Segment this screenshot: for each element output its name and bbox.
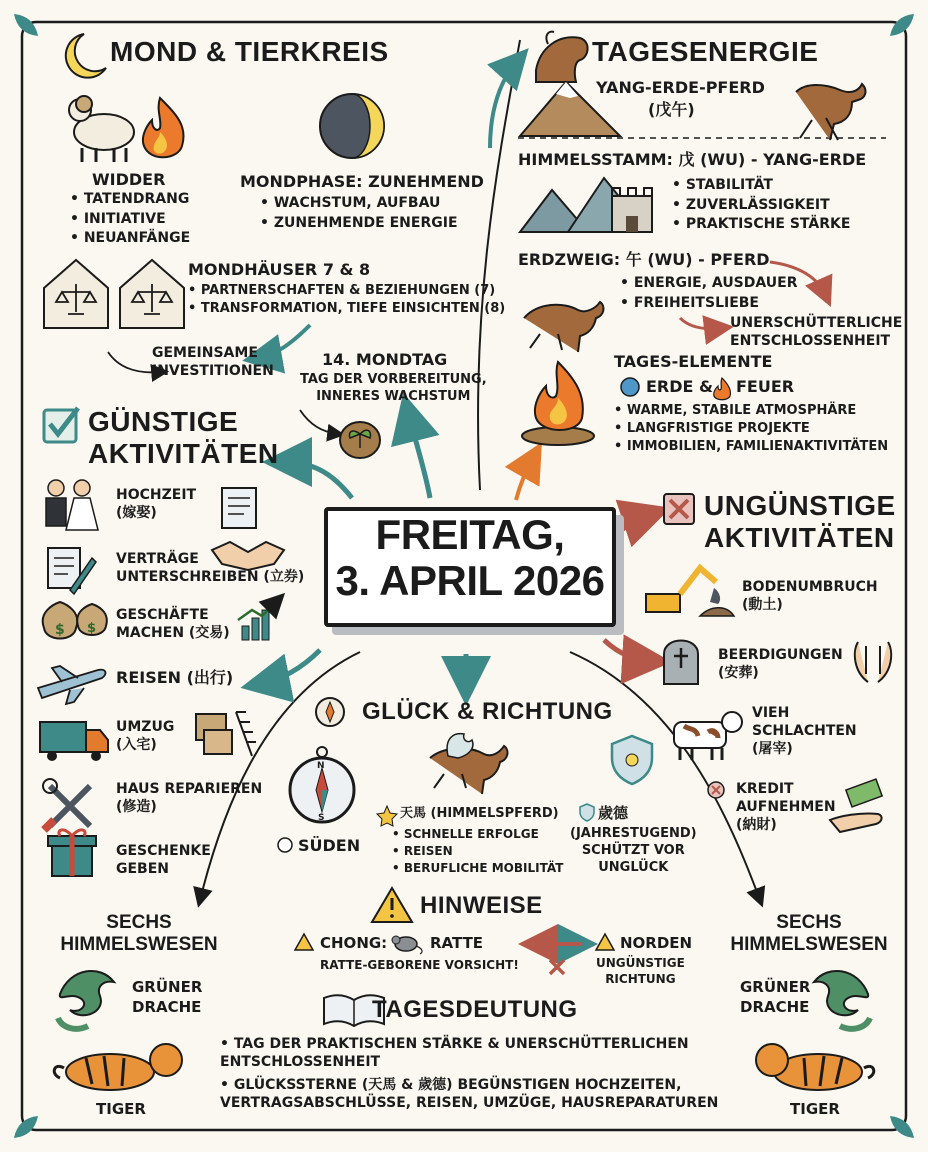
gravestone-icon [664, 641, 698, 685]
gift-icon [48, 830, 96, 876]
branch-list [620, 274, 798, 313]
connector-arrow [604, 640, 652, 661]
connector-arrow [260, 650, 320, 684]
connector-arrow [282, 462, 352, 498]
south-arrow-icon [278, 838, 292, 852]
elements-title: TAGES-ELEMENTE [614, 352, 773, 371]
unfavorable-item-slaughter: VIEH SCHLACHTEN (屠宰) [752, 705, 857, 758]
center-date-weekday: FREITAG, [375, 511, 565, 558]
list-item: • WARME, STABILE ATMOSPHÄRE [614, 402, 888, 420]
branch-title: ERDZWEIG: 午 (WU) - PFERD [518, 250, 770, 269]
spirits-left-tiger: TIGER [96, 1100, 146, 1118]
interpretation-list [220, 1036, 740, 1112]
spirits-right-tiger: TIGER [790, 1100, 840, 1118]
moon-section-title: MOND & TIERKREIS [110, 36, 389, 67]
luck-star1-list [392, 826, 563, 876]
campfire-icon [522, 362, 594, 445]
connector-arrow [680, 318, 722, 329]
favorable-item-moving: UMZUG (入宅) [116, 719, 175, 754]
moon-houses-list [188, 282, 505, 318]
favorable-item-travel: REISEN (出行) [116, 668, 234, 687]
cash-hand-icon [830, 779, 882, 832]
stem-list [672, 176, 850, 235]
branch-note: UNERSCHÜTTERLICHE ENTSCHLOSSENHEIT [730, 315, 903, 350]
list-item: • FREIHEITSLIEBE [620, 294, 798, 314]
list-item: • TATENDRANG [70, 190, 190, 210]
unfavorable-item-digging: BODENUMBRUCH (動土) [742, 579, 878, 614]
small-fire-icon [714, 378, 731, 400]
money-bags-icon [43, 602, 107, 639]
castle-mountain-icon [520, 178, 652, 232]
list-item: • ENERGIE, AUSDAUER [620, 274, 798, 294]
connector-arrow [516, 456, 534, 500]
favorable-item-gifts: GESCHENKE GEBEN [116, 843, 211, 878]
notes-north-label: NORDEN [620, 934, 693, 952]
list-item: • TRANSFORMATION, TIEFE EINSICHTEN (8) [188, 300, 505, 318]
unfavorable-item-funerals: BEERDIGUNGEN (安葬) [718, 647, 843, 682]
wrench-screwdriver-icon [43, 779, 90, 830]
center-date-title [334, 512, 606, 604]
moon-phase-title: MONDPHASE: ZUNEHMEND [240, 172, 484, 191]
unfavorable-section-title: UNGÜNSTIGE AKTIVITÄTEN [704, 490, 896, 554]
list-item: • ZUNEHMENDE ENERGIE [260, 214, 458, 234]
list-item: • BERUFLICHE MOBILITÄT [392, 860, 563, 877]
growth-chart-icon [238, 600, 278, 640]
list-item: • INITIATIVE [70, 210, 190, 230]
compass-small-icon [316, 698, 344, 726]
unfavorable-item-loan: KREDIT AUFNEHMEN (納財) [736, 781, 836, 834]
tiger-icon [54, 1044, 182, 1090]
elements-fire-label: FEUER [736, 377, 795, 396]
svg-text:N: N [317, 761, 325, 771]
list-item: • ZUVERLÄSSIGKEIT [672, 196, 850, 216]
contract-pen-icon [48, 548, 96, 594]
documents-icon [222, 488, 256, 528]
luck-direction: SÜDEN [298, 836, 361, 855]
spirits-right-title: SECHS HIMMELSWESEN [730, 912, 888, 955]
list-item: • IMMOBILIEN, FAMILIENAKTIVITÄTEN [614, 438, 888, 456]
moon-sign-label: WIDDER [92, 170, 166, 189]
list-item: • NEUANFÄNGE [70, 229, 190, 249]
compass-icon [290, 747, 354, 823]
checkbox-icon [44, 408, 78, 442]
list-item: • REISEN [392, 843, 563, 860]
energy-subtitle-cjk: (戊午) [648, 100, 695, 119]
list-item: • LANGFRISTIGE PROJEKTE [614, 420, 888, 438]
energy-subtitle: YANG-ERDE-PFERD [596, 78, 765, 97]
bride-groom-icon [46, 480, 98, 530]
notes-section-title: HINWEISE [420, 892, 543, 919]
notes-chong-desc: RATTE-GEBORENE VORSICHT! [320, 958, 519, 972]
seed-icon [340, 422, 380, 458]
green-dragon-icon [58, 971, 114, 1029]
interpretation-section-title: TAGESDEUTUNG [372, 996, 578, 1023]
spirits-left-dragon: GRÜNER DRACHE [132, 978, 203, 1016]
running-horse-icon [796, 84, 865, 140]
pegasus-icon [430, 734, 507, 794]
ram-icon [69, 96, 134, 162]
spirits-left-title: SECHS HIMMELSWESEN [60, 912, 218, 955]
horse-icon [524, 302, 603, 352]
small-shield-icon [580, 804, 594, 821]
clash-arrows-icon [532, 944, 582, 974]
tiger-icon [756, 1044, 874, 1090]
praying-hands-icon [855, 642, 891, 682]
spirits-right-dragon: GRÜNER DRACHE [740, 978, 811, 1016]
energy-section-title: TAGESENERGIE [592, 36, 819, 67]
crescent-moon-icon [66, 34, 106, 78]
excavator-icon [646, 568, 734, 616]
elements-list [614, 402, 888, 457]
luck-section-title: GLÜCK & RICHTUNG [362, 698, 613, 725]
cow-icon [674, 712, 742, 760]
luck-star2-title: 歲德 [598, 804, 629, 822]
list-item: • WACHSTUM, AUFBAU [260, 194, 458, 214]
stem-title: HIMMELSSTAMM: 戊 (WU) - YANG-ERDE [518, 150, 867, 169]
moon-day-title: 14. MONDTAG [322, 350, 448, 369]
list-item: • GLÜCKSSTERNE (天馬 & 歲德) BEGÜNSTIGEN HOCHZEITEN, VERTRAGSABSCHLÜSSE, REISEN, UMZÜGE, HAUSREPARATUREN [220, 1077, 740, 1112]
moon-day-desc: TAG DER VORBEREITUNG, INNERES WACHSTUM [300, 372, 487, 404]
center-date-day: 3. APRIL 2026 [335, 557, 605, 605]
list-item: • PARTNERSCHAFTEN & BEZIEHUNGEN (7) [188, 282, 505, 300]
waxing-moon-icon [320, 94, 384, 158]
x-box-icon [664, 494, 694, 524]
list-item: • SCHNELLE ERFOLGE [392, 826, 563, 843]
moon-houses-note: GEMEINSAME INVESTITIONEN [152, 345, 274, 380]
list-item: • TAG DER PRAKTISCHEN STÄRKE & UNERSCHÜTTERLICHEN ENTSCHLOSSENHEIT [220, 1036, 740, 1071]
svg-text:$: $ [55, 622, 65, 638]
favorable-section-title: GÜNSTIGE AKTIVITÄTEN [88, 406, 279, 470]
list-item: • PRAKTISCHE STÄRKE [672, 215, 850, 235]
rat-icon [392, 936, 422, 954]
airplane-icon [38, 666, 105, 704]
favorable-item-repair: HAUS REPARIEREN (修造) [116, 781, 263, 816]
favorable-item-contracts: VERTRÄGE UNTERSCHREIBEN (立券) [116, 551, 305, 586]
moon-houses-title: MONDHÄUSER 7 & 8 [188, 260, 371, 279]
luck-star1-title: 天馬 (HIMMELSPFERD) [400, 806, 559, 821]
house-icon [44, 260, 184, 328]
notes-chong-label: CHONG: [320, 934, 388, 952]
favorable-item-business: GESCHÄFTE MACHEN (交易) [116, 607, 230, 642]
notes-chong-animal: RATTE [430, 934, 484, 952]
list-item: • STABILITÄT [672, 176, 850, 196]
shield-icon [612, 736, 652, 784]
elements-earth-label: ERDE & [646, 377, 713, 396]
luck-star2-desc: (JAHRESTUGEND) SCHÜTZT VOR UNGLÜCK [570, 826, 697, 875]
connector-arrow [610, 514, 652, 540]
divider-line [478, 40, 520, 490]
moving-truck-icon [40, 722, 108, 761]
favorable-item-wedding: HOCHZEIT (嫁娶) [116, 487, 197, 522]
warning-icon [372, 888, 412, 922]
green-dragon-icon [814, 971, 870, 1029]
notes-north-desc: UNGÜNSTIGE RICHTUNG [596, 956, 685, 986]
connector-arrow [408, 412, 430, 498]
moon-phase-list [260, 194, 458, 233]
x-circle-icon [708, 782, 724, 798]
svg-text:S: S [318, 813, 325, 823]
connector-arrow [300, 410, 338, 434]
star-icon [377, 806, 397, 826]
boxes-ladder-icon [196, 712, 256, 756]
earth-globe-icon [621, 378, 639, 396]
svg-text:$: $ [87, 621, 97, 636]
moon-sign-list [70, 190, 190, 249]
horse-head-icon [536, 32, 588, 82]
